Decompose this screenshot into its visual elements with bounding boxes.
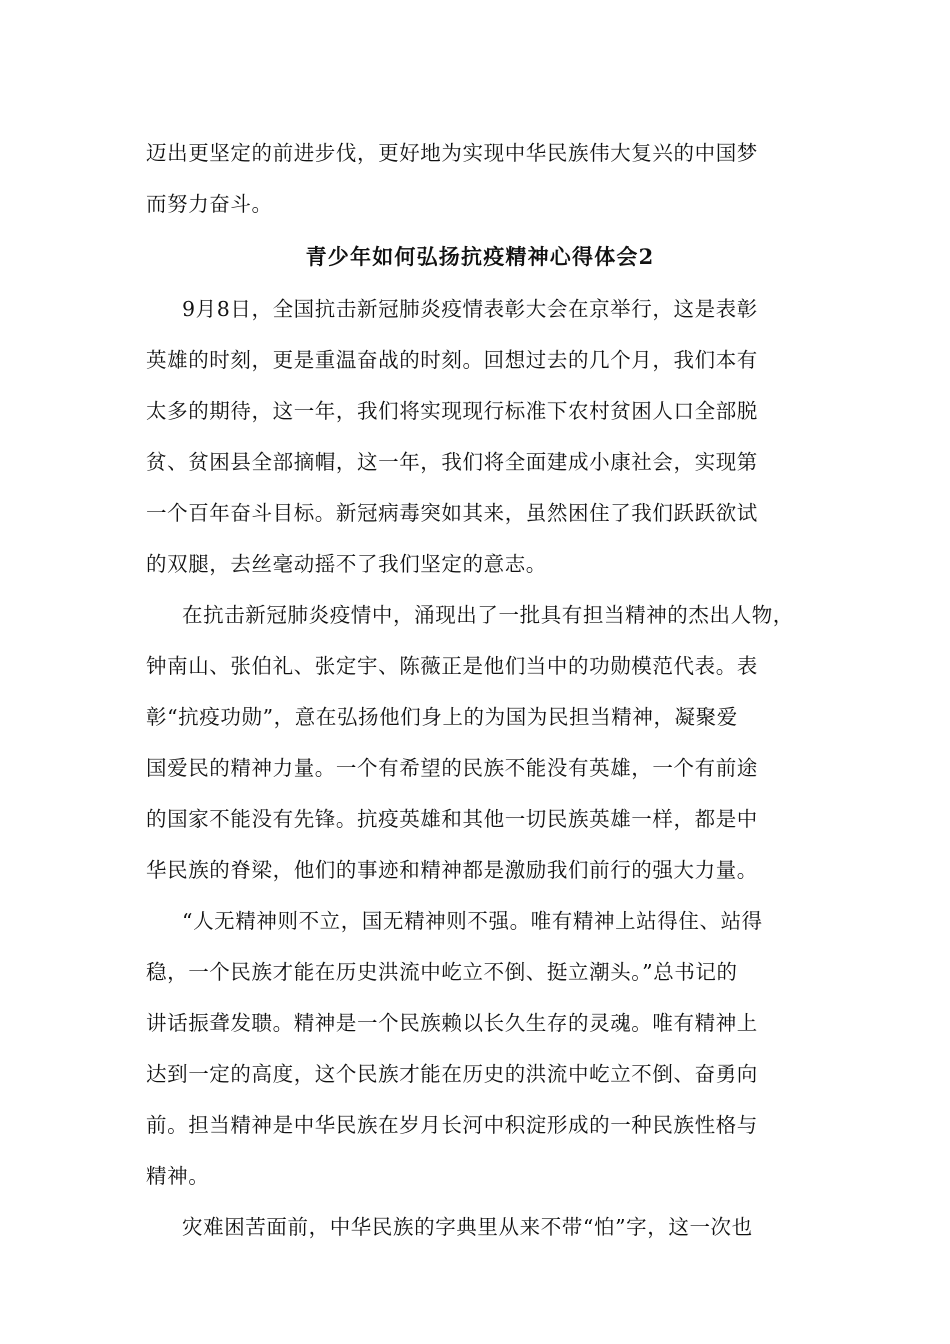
text-line: 的国家不能没有先锋。抗疫英雄和其他一切民族英雄一样，都是中 [146, 807, 758, 831]
text-line: 精神。 [146, 1164, 210, 1188]
text-line: 英雄的时刻，更是重温奋战的时刻。回想过去的几个月，我们本有 [146, 348, 758, 372]
text-line: 而努力奋斗。 [146, 192, 273, 216]
text-line: 彰“抗疫功勋”，意在弘扬他们身上的为国为民担当精神，凝聚爱 [146, 705, 738, 729]
text-line: 前。担当精神是中华民族在岁月长河中积淀形成的一种民族性格与 [146, 1113, 758, 1137]
text-line: 达到一定的高度，这个民族才能在历史的洪流中屹立不倒、奋勇向 [146, 1062, 758, 1086]
text-line: 稳，一个民族才能在历史洪流中屹立不倒、挺立潮头。”总书记的 [146, 960, 738, 984]
text-line: 讲话振聋发聩。精神是一个民族赖以长久生存的灵魂。唯有精神上 [146, 1011, 758, 1035]
text-line: 太多的期待，这一年，我们将实现现行标准下农村贫困人口全部脱 [146, 399, 758, 423]
intro-paragraph [146, 128, 814, 230]
text-line: 贫、贫困县全部摘帽，这一年，我们将全面建成小康社会，实现第 [146, 450, 758, 474]
text-line: 9月8日，全国抗击新冠肺炎疫情表彰大会在京举行，这是表彰 [182, 297, 758, 321]
text-line: 华民族的脊梁，他们的事迹和精神都是激励我们前行的强大力量。 [146, 858, 758, 882]
text-line: 钟南山、张伯礼、张定宇、陈薇正是他们当中的功勋模范代表。表 [146, 654, 758, 678]
section-title: 青少年如何弘扬抗疫精神心得体会2 [305, 244, 655, 269]
text-line: 一个百年奋斗目标。新冠病毒突如其来，虽然困住了我们跃跃欲试 [146, 501, 758, 525]
paragraph-2 [146, 590, 814, 896]
paragraph-4 [146, 1202, 814, 1253]
text-line: 迈出更坚定的前进步伐，更好地为实现中华民族伟大复兴的中国梦 [146, 141, 758, 165]
paragraph-3 [146, 896, 814, 1202]
paragraph-1 [146, 284, 814, 590]
text-line: 的双腿，去丝毫动摇不了我们坚定的意志。 [146, 552, 547, 576]
text-line: 国爱民的精神力量。一个有希望的民族不能没有英雄，一个有前途 [146, 756, 758, 780]
document-body [146, 128, 814, 1253]
text-line: 灾难困苦面前，中华民族的字典里从来不带“怕”字，这一次也 [182, 1215, 753, 1239]
text-line: “人无精神则不立，国无精神则不强。唯有精神上站得住、站得 [182, 909, 763, 933]
text-line: 在抗击新冠肺炎疫情中，涌现出了一批具有担当精神的杰出人物， [182, 603, 794, 627]
